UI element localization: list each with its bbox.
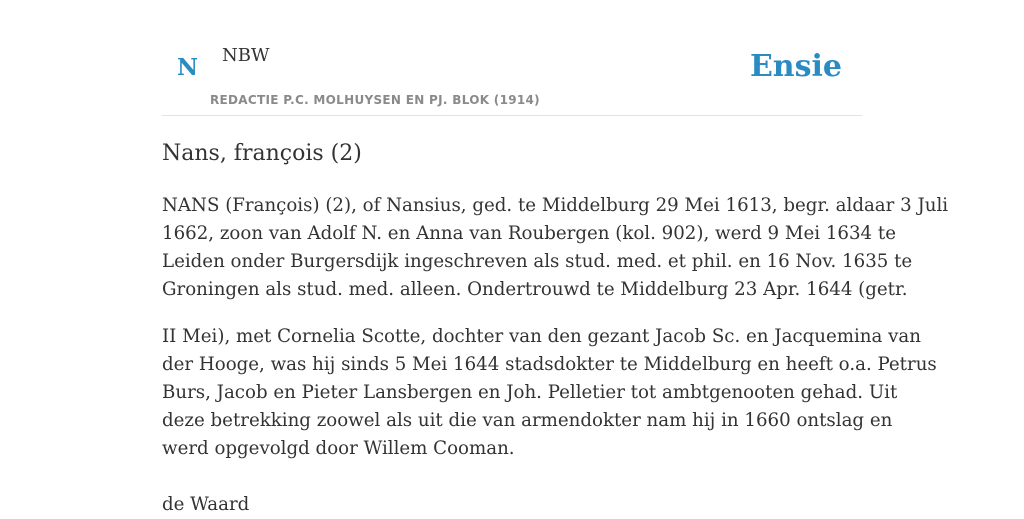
entry-paragraph-1 — [162, 192, 949, 304]
source-name-link[interactable]: NBW — [222, 45, 270, 66]
page — [162, 0, 949, 515]
entry-author: de Waard — [162, 494, 250, 515]
text-line: Groningen als stud. med. alleen. Ondertrouwd te Middelburg 23 Apr. 1644 (getr. — [162, 279, 908, 300]
ensie-logo-link[interactable]: Ensie — [749, 49, 842, 84]
source-logo-icon[interactable]: N — [177, 54, 199, 81]
text-line: deze betrekking zoowel als uit die van armendokter nam hij in 1660 ontslag en — [162, 410, 893, 431]
text-line: Leiden onder Burgersdijk ingeschreven als stud. med. et phil. en 16 Nov. 1635 te — [162, 251, 913, 272]
text-line: der Hooge, was hij sinds 5 Mei 1644 stadsdokter te Middelburg en heeft o.a. Petrus — [162, 354, 937, 375]
text-line: werd opgevolgd door Willem Cooman. — [162, 438, 515, 459]
source-editors: REDACTIE P.C. MOLHUYSEN EN PJ. BLOK (1914) — [210, 93, 540, 107]
text-line: NANS (François) (2), of Nansius, ged. te Middelburg 29 Mei 1613, begr. aldaar 3 Juli — [162, 195, 949, 216]
text-line: II Mei), met Cornelia Scotte, dochter van den gezant Jacob Sc. en Jacquemina van — [162, 326, 921, 347]
entry-paragraph-2 — [162, 323, 937, 463]
entry-title: Nans, françois (2) — [162, 141, 362, 166]
header — [162, 0, 862, 116]
text-line: 1662, zoon van Adolf N. en Anna van Roubergen (kol. 902), werd 9 Mei 1634 te — [162, 223, 896, 244]
text-line: Burs, Jacob en Pieter Lansbergen en Joh. Pelletier tot ambtgenooten gehad. Uit — [162, 382, 898, 403]
